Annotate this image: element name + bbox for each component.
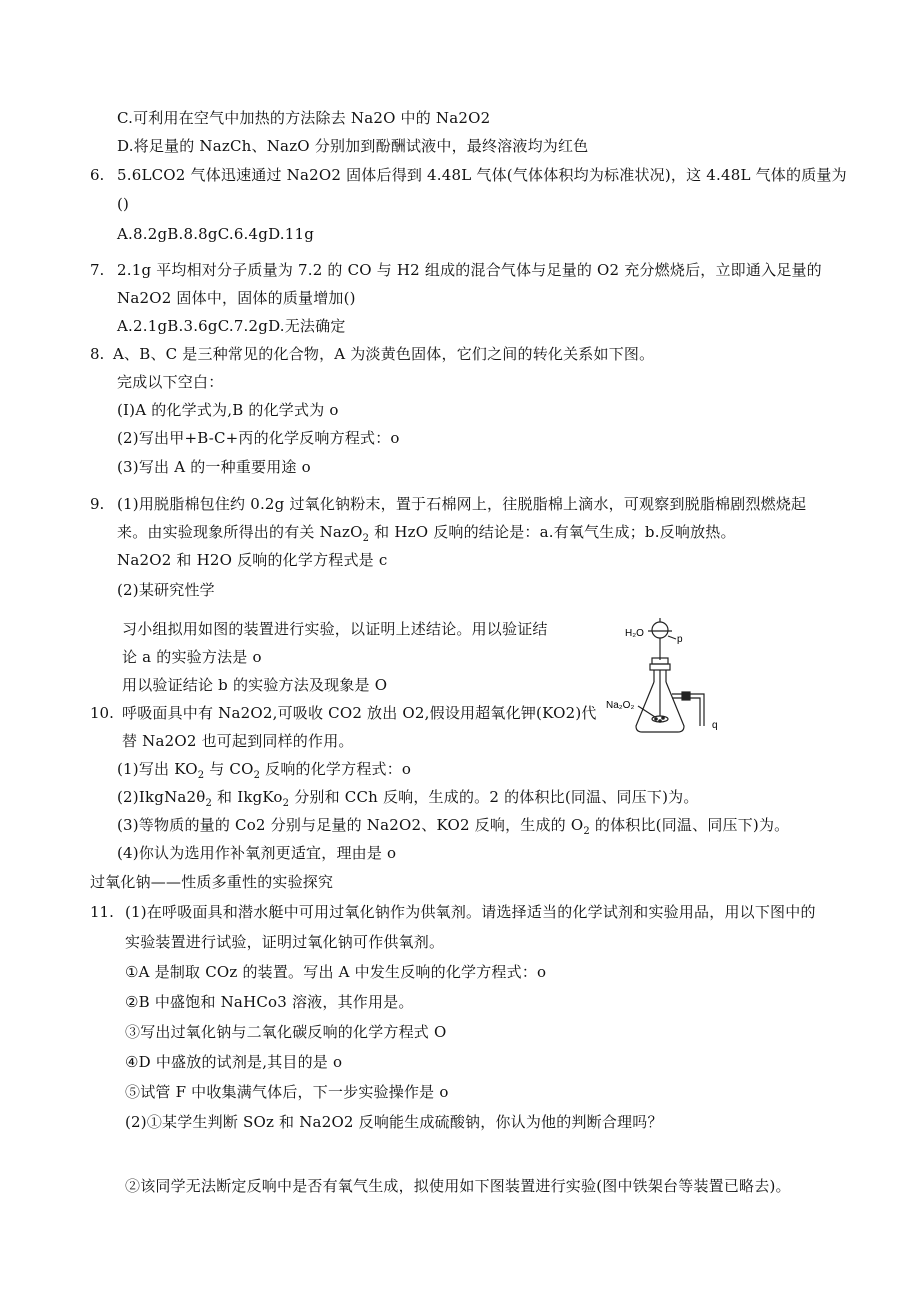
question-7-text-cont: Na2O2 固体中，固体的质量增加() [117,289,356,307]
figure-label-na2o2: Na₂O₂ [606,700,635,711]
question-6-text: 5.6LCO2 气体迅速通过 Na2O2 固体后得到 4.48L 气体(气体体积均为标准状况)，这 4.48L 气体的质量为 [117,166,847,184]
question-11-step-4: ④D 中盛放的试剂是,其目的是 o [125,1053,343,1071]
question-10-part-3: (3)等物质的量的 Co2 分别与足量的 Na2O2、KO2 反响，生成的 $O_2$ 的体积比(同温、同压下)为。 [117,816,790,837]
question-10-text-cont: 替 Na2O2 也可起到同样的作用。 [122,732,354,750]
question-8-instruction: 完成以下空白： [117,373,224,391]
question-8-part-1: (I)A 的化学式为,B 的化学式为 o [117,401,339,419]
question-8-part-3: (3)写出 A 的一种重要用途 o [117,458,311,476]
question-7-options: A.2.1gB.3.6gC.7.2gD.无法确定 [117,317,346,335]
section-heading: 过氧化钠——性质多重性的实验探究 [90,873,334,891]
question-6-paren: () [117,195,130,213]
question-11-step-1: ①A 是制取 COz 的装置。写出 A 中发生反响的化学方程式：o [125,963,547,981]
question-9-equation: Na2O2 和 H2O 反响的化学方程式是 c [117,551,388,569]
figure-label-p: p [677,634,683,645]
question-10-part-1: (1)写出 $KO_2$ 与 $CO_2$ 反响的化学方程式：o [117,760,412,781]
question-9-text-cont: 来。由实验现象所得出的有关 NazO$_2$ 和 HzO 反响的结论是：a.有氧气生成；b.反响放热。 [117,523,736,544]
figure-label-h2o: H₂O [625,628,644,639]
option-d: D.将足量的 NazCh、NazO 分别加到酚酬试液中，最终溶液均为红色 [117,137,589,155]
question-6-number: 6. [90,166,105,184]
question-9-number: 9. [90,495,105,513]
question-9-part-2-text: 习小组拟用如图的装置进行实验，以证明上述结论。用以验证结 [122,620,548,638]
question-8-part-2: (2)写出甲+B-C+丙的化学反响方程式：o [117,429,400,447]
question-11-step-2: ②B 中盛饱和 NaHCo3 溶液，其作用是。 [125,993,414,1011]
question-10-number: 10. [90,704,114,722]
option-c: C.可利用在空气中加热的方法除去 Na2O 中的 Na2O2 [117,109,491,127]
apparatus-drawing [636,618,704,732]
question-11-part-2-cont: ②该同学无法断定反响中是否有氧气生成，拟使用如下图装置进行实验(图中铁架台等装置已略去)。 [125,1177,791,1195]
question-6-options: A.8.2gB.8.8gC.6.4gD.11g [117,225,315,243]
question-9-text: (1)用脱脂棉包住约 0.2g 过氧化钠粉末，置于石棉网上，往脱脂棉上滴水，可观察到脱脂棉剧烈燃烧起 [117,495,807,513]
question-9-conclusion-a: 论 a 的实验方法是 o [122,648,262,666]
question-9-conclusion-b: 用以验证结论 b 的实验方法及现象是 O [122,676,388,694]
question-11-text: (1)在呼吸面具和潜水艇中可用过氧化钠作为供氧剂。请选择适当的化学试剂和实验用品，用以下图中的 [125,903,816,921]
question-10-text: 呼吸面具中有 Na2O2,可吸收 CO2 放出 O2,假设用超氧化钾(KO2)代 [122,704,597,722]
question-7-text: 2.1g 平均相对分子质量为 7.2 的 CO 与 H2 组成的混合气体与足量的 O2 充分燃烧后，立即通入足量的 [117,261,822,279]
question-10-part-2: $(2)IkgNa2\theta_2$ 和 IkgKo$_2$ 分别和 CCh 反响，生成的。2 的体积比(同温、同压下)为。 [117,788,699,809]
question-8-number: 8. [90,345,105,363]
apparatus-figure [600,618,735,736]
question-11-number: 11. [90,903,114,921]
question-8-text: A、B、C 是三种常见的化合物，A 为淡黄色固体，它们之间的转化关系如下图。 [113,345,655,363]
question-11-text-cont: 实验装置进行试验，证明过氧化钠可作供氧剂。 [125,933,445,951]
question-7-number: 7. [90,261,105,279]
question-10-part-4: (4)你认为选用作补氧剂更适宜，理由是 o [117,844,397,862]
question-11-step-5: ⑤试管 F 中收集满气体后，下一步实验操作是 o [125,1083,449,1101]
figure-label-q: q [712,720,718,731]
question-11-step-3: ③写出过氧化钠与二氧化碳反响的化学方程式 O [125,1023,447,1041]
question-11-part-2: (2)①某学生判断 SOz 和 Na2O2 反响能生成硫酸钠，你认为他的判断合理吗？ [125,1113,663,1131]
question-9-part-2: (2)某研究性学 [117,581,215,599]
